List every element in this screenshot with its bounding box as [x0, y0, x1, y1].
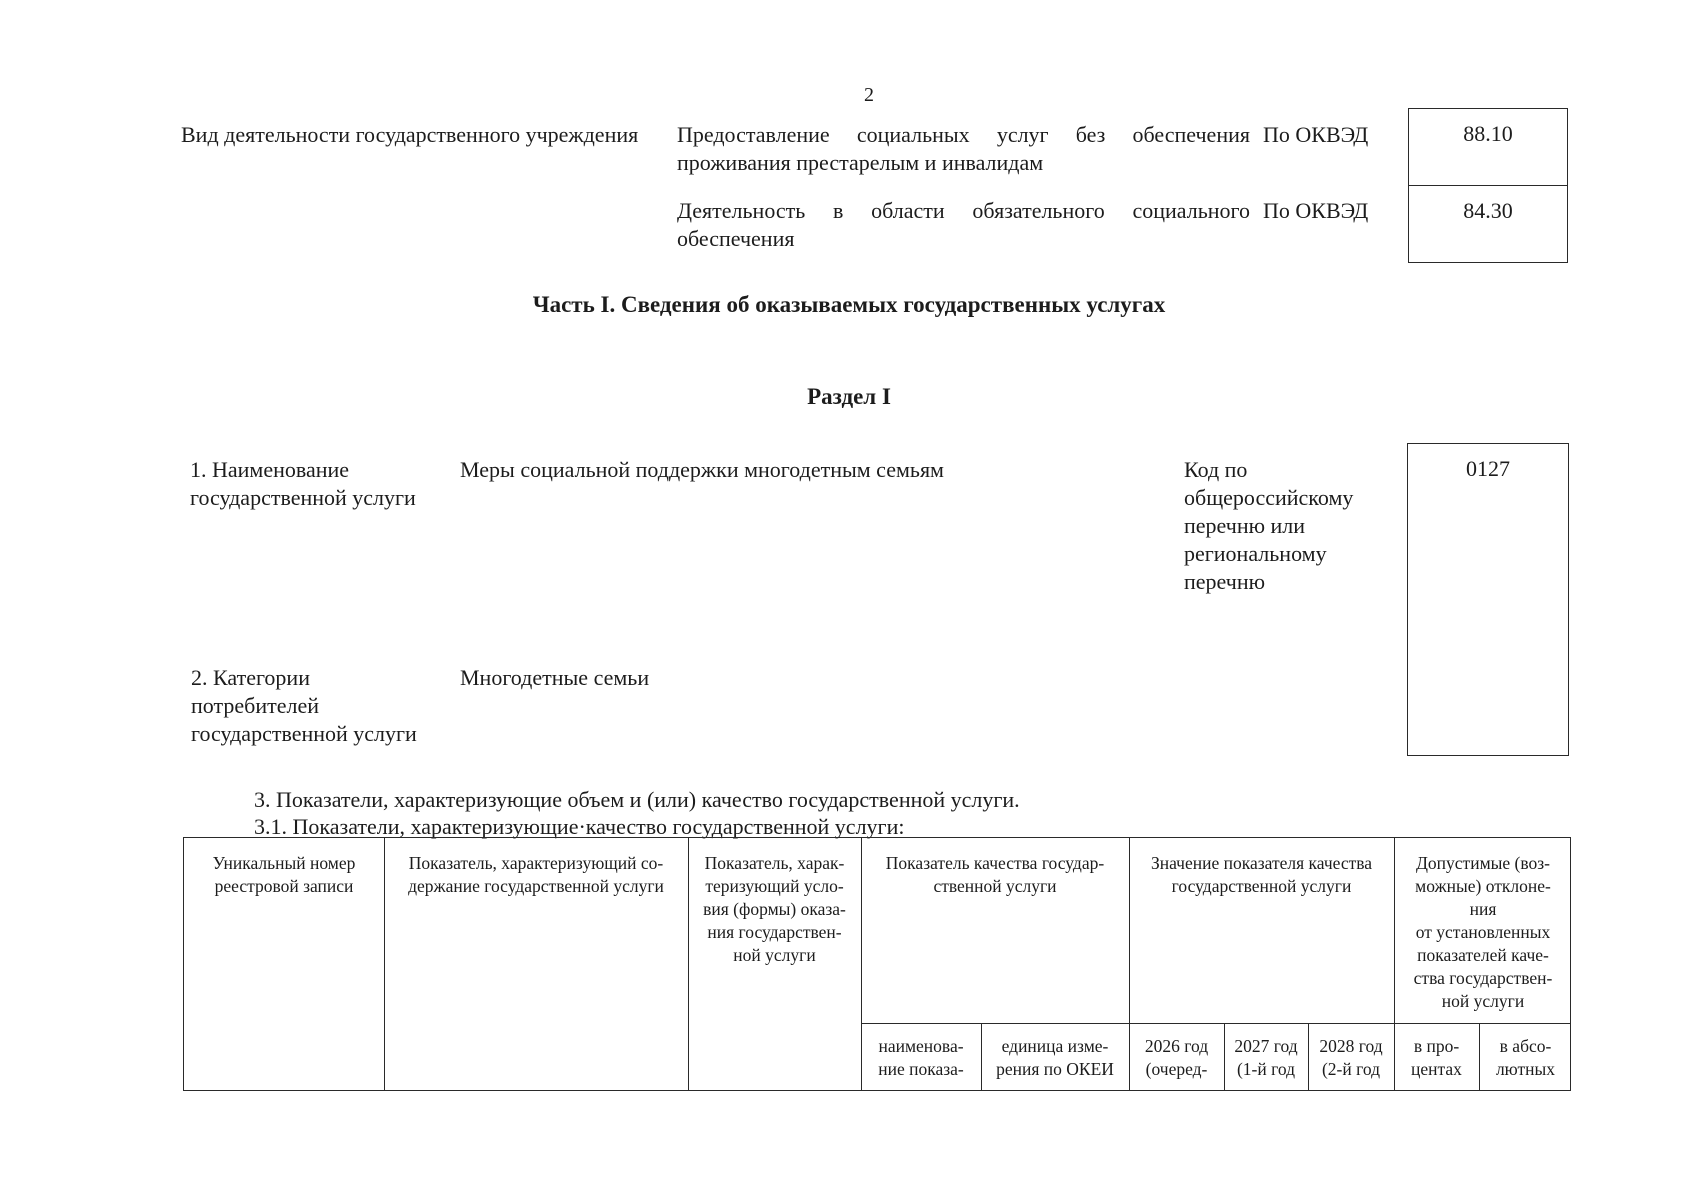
part-title: Часть I. Сведения об оказываемых государственных услугах	[532, 292, 1166, 317]
subheader-absolute: в абсо- лютных	[1495, 1036, 1556, 1079]
activity-2-line2: обеспечения	[677, 226, 795, 251]
quality-indicators-table	[183, 837, 1571, 1091]
okved-code-box-2	[1408, 185, 1568, 263]
okved-label-1: По ОКВЭД	[1263, 122, 1369, 147]
header-indicator-value: Значение показателя качества государственной услуги	[1150, 853, 1373, 896]
subheader-year-2026: 2026 год (очеред-	[1144, 1036, 1209, 1079]
header-content-indicator: Показатель, характеризующий со- держание государственной услуги	[408, 853, 664, 896]
activity-1-line1: Предоставление социальных услуг без обеспечения	[677, 122, 1250, 147]
header-unique-number: Уникальный номер реестровой записи	[212, 853, 356, 896]
header-conditions-indicator: Показатель, харак- теризующий усло- вия (формы) оказа- ния государствен- ной услуги	[703, 853, 846, 965]
activity-label: Вид деятельности государственного учреждения	[181, 122, 639, 147]
activity-1-line2: проживания престарелым и инвалидам	[677, 150, 1044, 175]
registry-code-label: Код по общероссийскому перечню или региональному перечню	[1184, 457, 1354, 594]
item-3: 3. Показатели, характеризующие объем и (или) качество государственной услуги.	[254, 787, 1020, 812]
subheader-year-2027: 2027 год (1-й год	[1234, 1036, 1298, 1079]
subheader-percent: в про- центах	[1411, 1036, 1462, 1079]
okved-code-2: 84.30	[1463, 198, 1513, 223]
header-quality-indicator: Показатель качества государ- ственной услуги	[885, 853, 1105, 896]
subheader-year-2028: 2028 год (2-й год	[1319, 1036, 1383, 1079]
okved-label-2: По ОКВЭД	[1263, 198, 1369, 223]
okved-code-box-1	[1408, 108, 1568, 186]
category-label: 2. Категории потребителей государственной услуги	[191, 665, 417, 746]
section-title: Раздел I	[807, 384, 891, 409]
item-3-1: 3.1. Показатели, характеризующие·качество государственной услуги:	[254, 814, 905, 839]
service-name-value: Меры социальной поддержки многодетным семьям	[460, 457, 944, 482]
table-subheader-divider	[861, 1023, 1570, 1024]
subheader-indicator-name: наименова- ние показа-	[878, 1036, 964, 1079]
service-name-label: 1. Наименование государственной услуги	[190, 457, 416, 510]
activity-2-line1: Деятельность в области обязательного социального	[677, 198, 1250, 223]
registry-code: 0127	[1466, 456, 1510, 481]
page-number: 2	[864, 84, 874, 106]
subheader-okei-unit: единица изме- рения по ОКЕИ	[996, 1036, 1114, 1079]
category-value: Многодетные семьи	[460, 665, 650, 690]
header-allowed-deviation: Допустимые (воз- можные) отклоне- ния от установленных показателей каче- ства государствен- ной услуги	[1413, 853, 1553, 1011]
registry-code-box	[1407, 443, 1569, 756]
okved-code-1: 88.10	[1463, 121, 1513, 146]
